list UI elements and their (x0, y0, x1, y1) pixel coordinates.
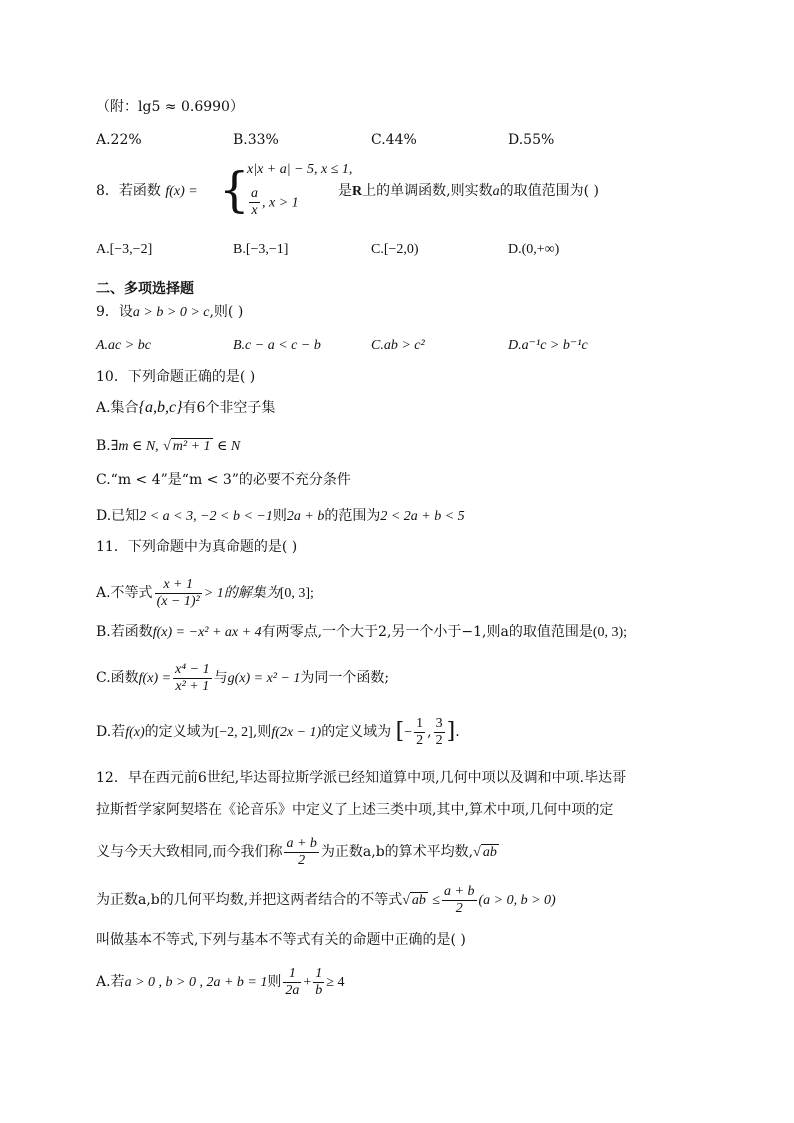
q9-number: 9．设 (96, 304, 133, 320)
q8-case2 (247, 186, 299, 219)
q8-tail-text2: 上的单调函数,则实数 (362, 183, 493, 199)
right-bracket-icon: ] (446, 719, 456, 744)
q8-option-c[interactable]: C.[−2,0) (371, 242, 419, 257)
q7-option-c[interactable]: C.44% (371, 132, 417, 148)
q10-a-post: 有6个非空子集 (182, 400, 276, 416)
q8-tail (338, 181, 599, 202)
q12-a-cond: a > 0 , b > 0 , 2a + b = 1 (124, 975, 268, 990)
q11-d-f2: f(2x − 1) (271, 725, 322, 740)
note-lg5: （附：lg5 ≈ 0.6990） (96, 99, 244, 115)
q11-d-domain: [−2, 2] (214, 725, 253, 740)
q11-c-num: x⁴ − 1 (175, 661, 210, 677)
q10-b-radicand: m² + 1 (172, 439, 211, 454)
sqrt-icon: √ m² + 1 (163, 439, 211, 454)
q8-case1: x|x + a| − 5, x ≤ 1, (247, 162, 353, 177)
q8-case2-num: a (251, 186, 258, 201)
q11-b-range: (0, 3); (592, 625, 628, 640)
q10-option-d[interactable] (96, 506, 465, 527)
q11-option-d[interactable]: D.若f(x)的定义域为[−2, 2],则f(2x − 1)的定义域为 [− $\frac{1}{2}$ , $\frac{3}{2}$ ]. (96, 715, 460, 748)
q11-option-b[interactable] (96, 622, 627, 643)
q10-d-range: 2 < 2a + b < 5 (380, 509, 465, 524)
q7-option-b[interactable]: B.33% (233, 132, 279, 148)
q8-fx: f(x) = (165, 184, 198, 199)
q12-frac-den: 2 (298, 852, 306, 868)
q12-line4-cond: (a > 0, b > 0) (478, 893, 556, 908)
sqrt-icon: √ ab (402, 893, 426, 908)
q12-line1: 12．早在西元前6世纪,毕达哥拉斯学派已经知道算中项,几何中项以及调和中项.毕达哥 (96, 770, 627, 786)
q12-a-d2: b (315, 982, 323, 998)
q8-option-d[interactable]: D.(0,+∞) (508, 242, 560, 257)
q8-case2-cond: , x > 1 (262, 195, 299, 211)
q10-d-cond: 2 < a < 3, −2 < b < −1 (139, 509, 273, 524)
q9-stem (96, 302, 243, 323)
left-bracket-icon: [ (395, 719, 405, 744)
q12-line5: 叫做基本不等式,下列与基本不等式有关的命题中正确的是( ) (96, 932, 466, 948)
q8-tail-text1: 是 (338, 183, 352, 199)
q10-a-set: {a,b,c} (138, 399, 183, 416)
q9-stem-tail: ,则( ) (209, 304, 244, 320)
q11-d-pre: D.若 (96, 724, 126, 740)
q10-d-pre: D.已知 (96, 508, 140, 524)
q11-d-mid3: 的定义域为 (321, 724, 392, 740)
q12-a-pre: A.若 (96, 974, 125, 990)
q10-option-b[interactable] (96, 436, 240, 457)
q11-d-n1: 1 (416, 715, 424, 731)
q12-option-a[interactable] (96, 962, 344, 1003)
q11-c-mid: 与 (213, 670, 228, 686)
q11-option-a[interactable] (96, 575, 314, 612)
q11-b-mid: 有两零点,一个大于2,另一个小于−1,则a的取值范围是 (261, 624, 593, 640)
q8-stem (96, 181, 198, 202)
q9-condition: a > b > 0 > c (132, 305, 210, 320)
q12-line2: 拉斯哲学家阿契塔在《论音乐》中定义了上述三类中项,其中,算术中项,几何中项的定 (96, 802, 614, 818)
q12-frac-num: a + b (286, 835, 317, 851)
q11-d-end: . (455, 724, 460, 740)
q11-d-d1: 2 (416, 732, 424, 748)
q10-d-mid2: 的范围为 (324, 508, 381, 524)
q10-b-pre: B. (96, 438, 111, 454)
q12-line4-le: ≤ (432, 893, 441, 908)
q12-a-n1: 1 (283, 966, 301, 983)
q10-option-a[interactable] (96, 398, 275, 418)
section-title-multiple-choice: 二、多项选择题 (96, 281, 194, 297)
q11-c-gx: g(x) = x² − 1 (227, 671, 301, 686)
q8-option-a[interactable]: A.[−3,−2] (96, 242, 153, 257)
q10-stem: 10．下列命题正确的是( ) (96, 369, 256, 385)
q11-a-pre: A.不等式 (96, 585, 153, 601)
q10-b-exists: ∃m ∈ N, (110, 439, 159, 454)
q12-line3-post: 为正数a,b的算术平均数, (320, 844, 474, 860)
q10-b-in-n: ∈ N (217, 439, 241, 454)
q12-line4 (96, 880, 556, 921)
q9-option-a[interactable]: A.ac > bc (96, 338, 151, 353)
q11-a-post1: > 1的解集为 (203, 586, 280, 601)
q8-option-b[interactable]: B.[−3,−1] (233, 242, 289, 257)
q11-a-post2: [0, 3]; (279, 586, 314, 601)
q11-c-den: x² + 1 (175, 678, 210, 694)
q12-line4-frac-den: 2 (455, 900, 463, 916)
q11-stem: 11．下列命题中为真命题的是( ) (96, 539, 298, 555)
q7-option-a[interactable]: A.22% (96, 132, 142, 148)
q10-option-c[interactable]: C.“m < 4”是“m < 3”的必要不充分条件 (96, 472, 351, 488)
q11-c-fx: f(x) = (138, 671, 172, 686)
q11-a-num: x + 1 (155, 577, 202, 594)
q11-option-c[interactable] (96, 660, 389, 697)
q11-c-pre: C.函数 (96, 670, 139, 686)
q11-b-fx: f(x) = −x² + ax + 4 (152, 625, 262, 640)
q12-line3-pre: 义与今天大致相同,而今我们称 (96, 844, 283, 860)
q8-case2-den: x (251, 203, 258, 218)
q12-a-mid: 则 (267, 974, 282, 990)
sqrt-icon: √ ab (473, 845, 497, 860)
q8-tail-text3: 的取值范围为( ) (499, 183, 599, 199)
q11-d-n2: 3 (435, 715, 443, 731)
q12-line4-sqrt-ab: ab (411, 893, 426, 908)
q10-a-pre: A.集合 (96, 400, 139, 416)
q12-sqrt-ab: ab (482, 845, 497, 860)
q11-b-pre: B.若函数 (96, 624, 153, 640)
q10-d-mid: 则 (272, 508, 287, 524)
brace-icon: { (219, 162, 250, 218)
q12-line3 (96, 832, 499, 873)
q12-line4-frac-num: a + b (444, 883, 475, 899)
q8-number: 8．若函数 (96, 183, 161, 199)
q9-option-c[interactable]: C.ab > c² (371, 338, 425, 353)
q8-tail-a: a (492, 184, 500, 199)
q11-a-den: (x − 1)² (156, 593, 200, 609)
q12-a-end: ≥ 4 (326, 975, 345, 990)
q12-line4-pre: 为正数a,b的几何平均数,并把这两者结合的不等式 (96, 892, 403, 908)
q12-a-n2: 1 (315, 965, 323, 981)
q11-d-mid2: ,则 (252, 724, 272, 740)
q11-d-mid: 的定义域为 (144, 724, 215, 740)
q11-c-post: 为同一个函数; (300, 670, 390, 686)
q12-a-plus: + (303, 975, 312, 990)
q8-tail-R: R (352, 184, 363, 199)
q10-d-expr: 2a + b (286, 509, 325, 524)
q7-option-d[interactable]: D.55% (508, 132, 555, 148)
q9-option-d[interactable]: D.a⁻¹c > b⁻¹c (508, 338, 588, 353)
q11-d-fx: f(x) (125, 725, 145, 740)
q12-a-d1: 2a (285, 982, 300, 998)
q9-option-b[interactable]: B.c − a < c − b (233, 338, 321, 353)
q11-d-d2: 2 (435, 732, 443, 748)
